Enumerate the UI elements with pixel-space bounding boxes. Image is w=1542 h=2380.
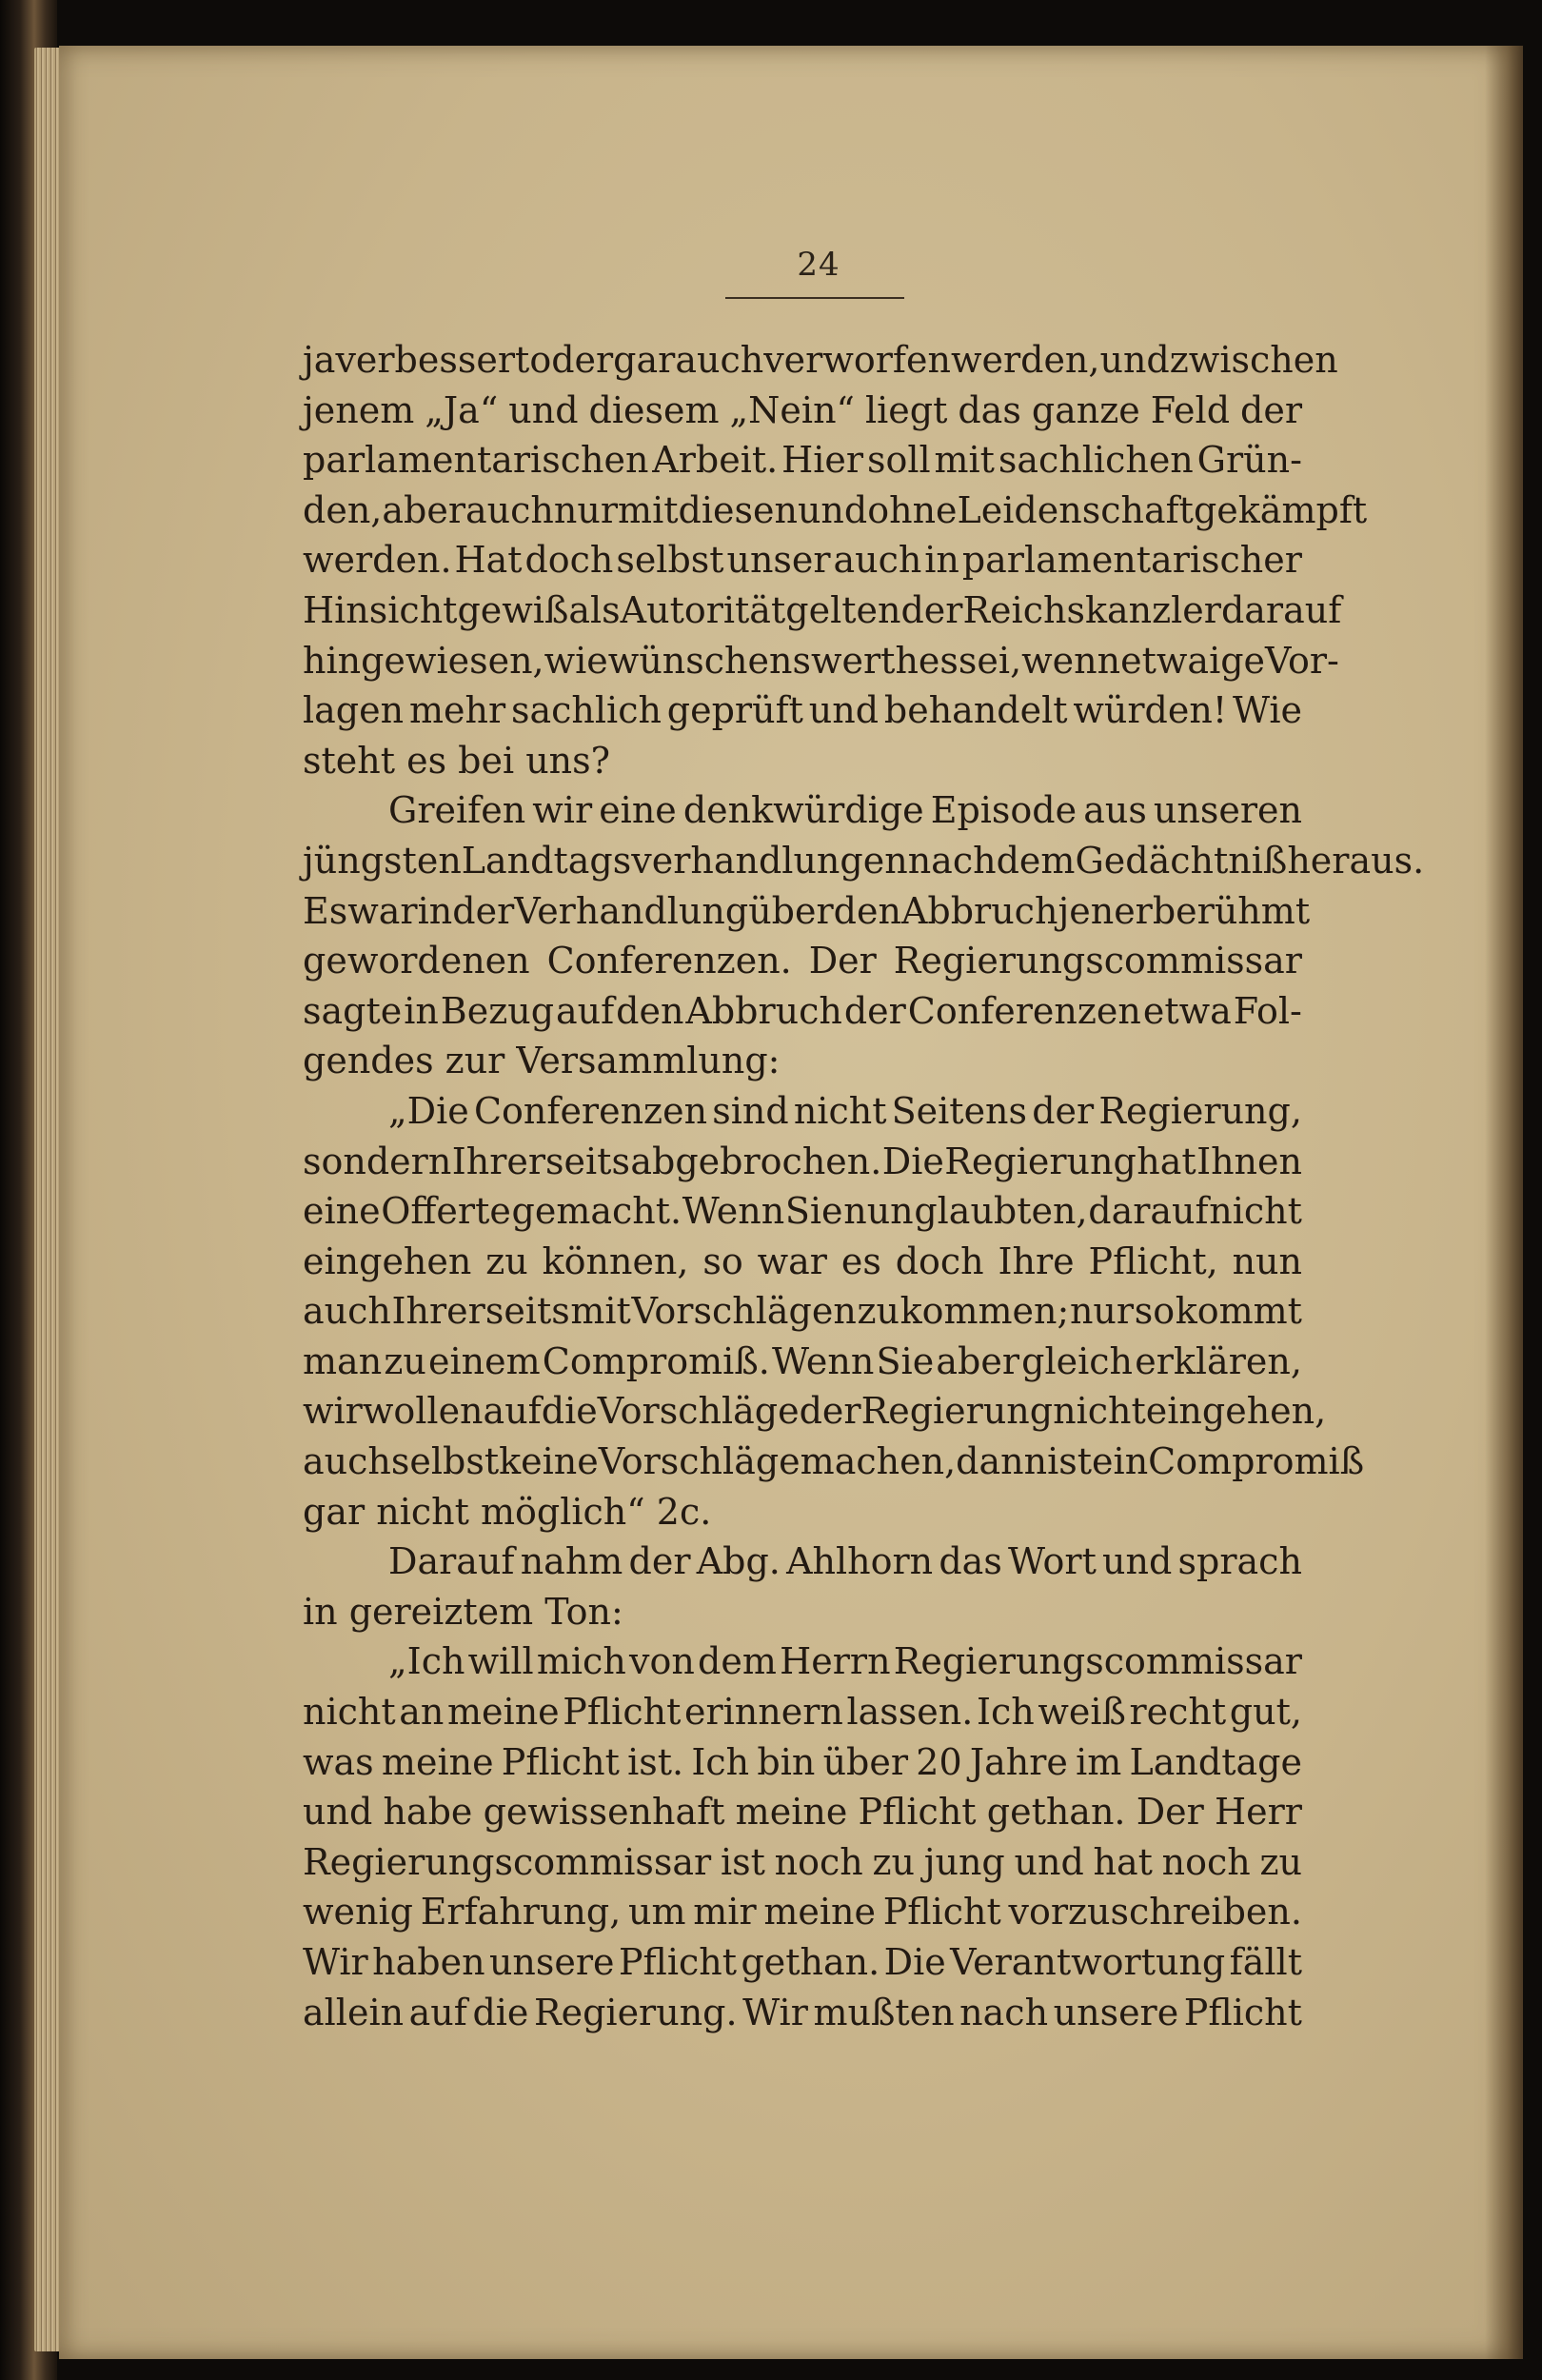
text-line: jüngsten Landtagsverhandlungen nach dem Gedächtniß heraus. <box>303 839 1425 882</box>
text-line: sondern Ihrerseits abgebrochen. Die Regierung hat Ihnen <box>303 1140 1302 1182</box>
text-line: gar nicht möglich“ 2c. <box>303 1490 712 1533</box>
text-line: wenig Erfahrung, um mir meine Pflicht vorzuschreiben. <box>303 1891 1302 1934</box>
text-line: auch selbst keine Vorschläge machen, dann ist ein Compromiß <box>303 1440 1365 1483</box>
text-line: was meine Pflicht ist. Ich bin über 20 Jahre im Landtage <box>303 1740 1302 1783</box>
text-line: sagte in Bezug auf den Abbruch der Conferenzen etwa Fol- <box>303 989 1302 1032</box>
text-line: Darauf nahm der Abg. Ahlhorn das Wort und sprach <box>388 1540 1302 1583</box>
text-line: man zu einem Compromiß. Wenn Sie aber gleich erklären, <box>303 1339 1302 1382</box>
text-line: gewordenen Conferenzen. Der Regierungscommissar <box>303 940 1302 982</box>
text-line: lagen mehr sachlich geprüft und behandelt würden! Wie <box>303 689 1302 732</box>
text-line: Hinsicht gewiß als Autorität geltender Reichskanzler darauf <box>303 588 1342 631</box>
text-line: Greifen wir eine denkwürdige Episode aus unseren <box>388 789 1302 832</box>
text-line: auch Ihrerseits mit Vorschlägen zu kommen; nur so kommt <box>303 1290 1302 1333</box>
text-line: „Die Conferenzen sind nicht Seitens der Regierung, <box>388 1089 1302 1132</box>
text-line: werden. Hat doch selbst unser auch in parlamentarischer <box>303 539 1302 582</box>
body-text <box>303 335 1425 2037</box>
text-line: allein auf die Regierung. Wir mußten nach unsere Pflicht <box>303 1991 1302 2033</box>
text-line: eingehen zu können, so war es doch Ihre Pflicht, nun <box>303 1240 1302 1282</box>
text-line: „Ich will mich von dem Herrn Regierungscommissar <box>388 1640 1302 1683</box>
page-number-rule <box>725 297 904 299</box>
text-line: in gereiztem Ton: <box>303 1590 623 1633</box>
text-line: Wir haben unsere Pflicht gethan. Die Verantwortung fällt <box>303 1941 1302 1983</box>
text-line: steht es bei uns? <box>303 739 611 782</box>
text-line: jenem „Ja“ und diesem „Nein“ liegt das ganze Feld der <box>303 388 1302 431</box>
text-line: wir wollen auf die Vorschläge der Regierung nicht eingehen, <box>303 1390 1327 1433</box>
page-gutter <box>1485 46 1523 2359</box>
text-line: den, aber auch nur mit diesen und ohne Leidenschaft gekämpft <box>303 488 1368 531</box>
text-line: nicht an meine Pflicht erinnern lassen. Ich weiß recht gut, <box>303 1691 1302 1734</box>
text-line: parlamentarischen Arbeit. Hier soll mit sachlichen Grün- <box>303 439 1302 482</box>
text-line: Regierungscommissar ist noch zu jung und hat noch zu <box>303 1840 1302 1883</box>
text-line: ja verbessert oder gar auch verworfen werden, und zwischen <box>303 339 1338 381</box>
text-line: hingewiesen, wie wünschenswerth es sei, wenn etwaige Vor- <box>303 639 1339 682</box>
text-line: gendes zur Versammlung: <box>303 1040 781 1082</box>
page-number: 24 <box>797 246 840 284</box>
text-line: und habe gewissenhaft meine Pflicht gethan. Der Herr <box>303 1791 1302 1834</box>
text-line: Es war in der Verhandlung über den Abbruch jener berühmt <box>303 889 1311 932</box>
text-line: eine Offerte gemacht. Wenn Sie nun glaubten, darauf nicht <box>303 1190 1302 1233</box>
